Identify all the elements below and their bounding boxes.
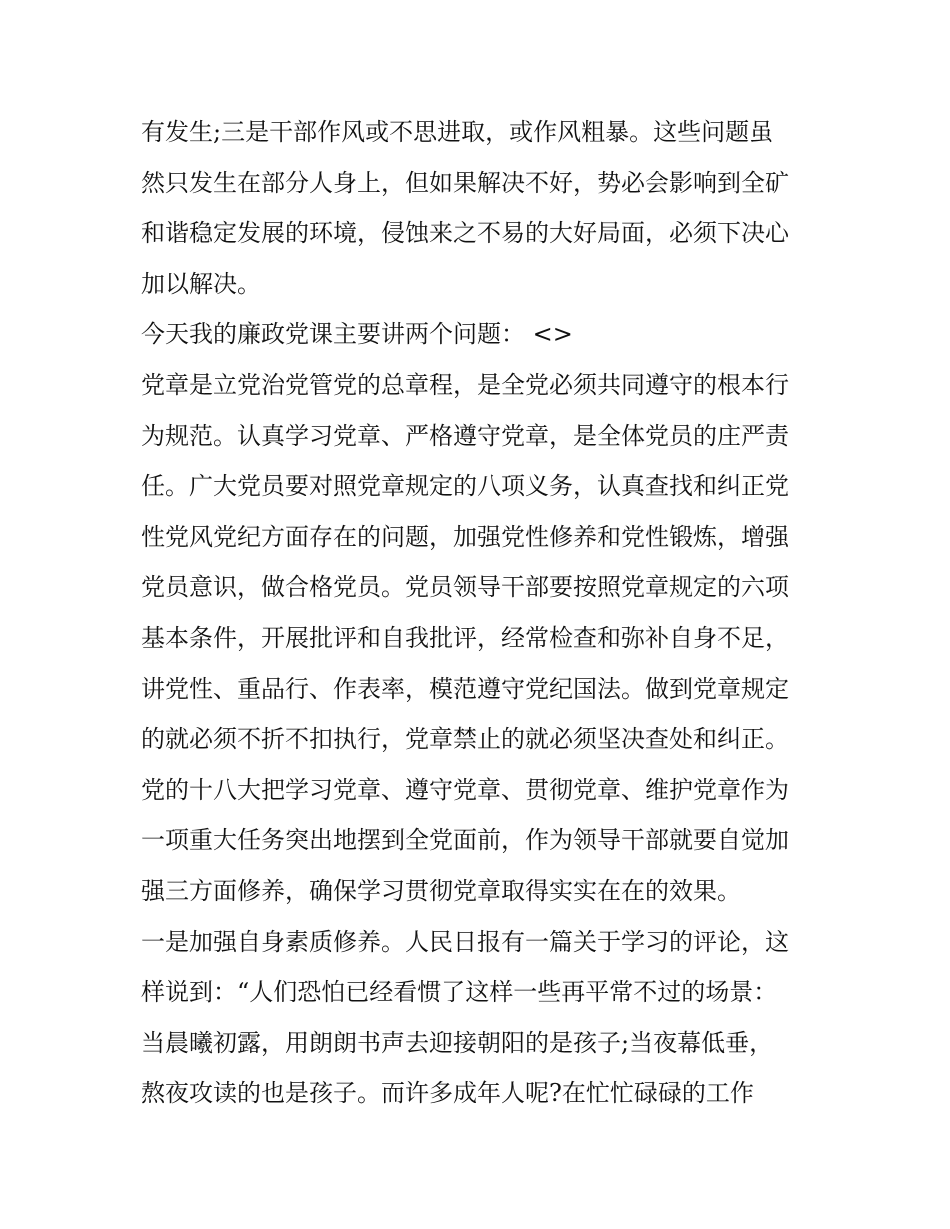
text-line: 一项重大任务突出地摆到全党面前，作为领导干部就要自觉加 [141, 826, 789, 855]
text-line: 和谐稳定发展的环境，侵蚀来之不易的大好局面，必须下决心 [141, 219, 789, 248]
text-line: 任。广大党员要对照党章规定的八项义务，认真查找和纠正党 [141, 472, 789, 501]
text-line: 基本条件，开展批评和自我批评，经常检查和弥补自身不足， [141, 623, 789, 652]
text-line: 强三方面修养，确保学习贯彻党章取得实实在在的效果。 [141, 876, 741, 905]
text-line: 当晨曦初露，用朗朗书声去迎接朝阳的是孩子;当夜幕低垂， [141, 1028, 774, 1057]
text-line: 的就必须不折不扣执行，党章禁止的就必须坚决查处和纠正。 [141, 725, 789, 754]
text-line: 党章是立党治党管党的总章程，是全党必须共同遵守的根本行 [141, 370, 789, 399]
text-line: 熬夜攻读的也是孩子。而许多成年人呢?在忙忙碌碌的工作 [141, 1079, 754, 1108]
text-line: 样说到：“人们恐怕已经看惯了这样一些再平常不过的场景： [141, 978, 778, 1007]
text-line: 有发生;三是干部作风或不思进取，或作风粗暴。这些问题虽 [141, 118, 774, 146]
text-line: 性党风党纪方面存在的问题，加强党性修养和党性锻炼，增强 [141, 522, 789, 551]
text-line: 加以解决。 [141, 269, 261, 298]
text-line: 为规范。认真学习党章、严格遵守党章，是全体党员的庄严责 [141, 421, 789, 450]
text-line: 讲党性、重品行、作表率，模范遵守党纪国法。做到党章规定 [141, 674, 789, 703]
text-line: 党的十八大把学习党章、遵守党章、贯彻党章、维护党章作为 [141, 775, 789, 804]
text-line: 然只发生在部分人身上，但如果解决不好，势必会影响到全矿 [141, 168, 789, 197]
body-text [141, 107, 821, 1119]
text-line: 今天我的廉政党课主要讲两个问题： <> [141, 320, 573, 349]
text-line: 党员意识，做合格党员。党员领导干部要按照党章规定的六项 [141, 573, 789, 602]
text-line: 一是加强自身素质修养。人民日报有一篇关于学习的评论，这 [141, 927, 789, 956]
